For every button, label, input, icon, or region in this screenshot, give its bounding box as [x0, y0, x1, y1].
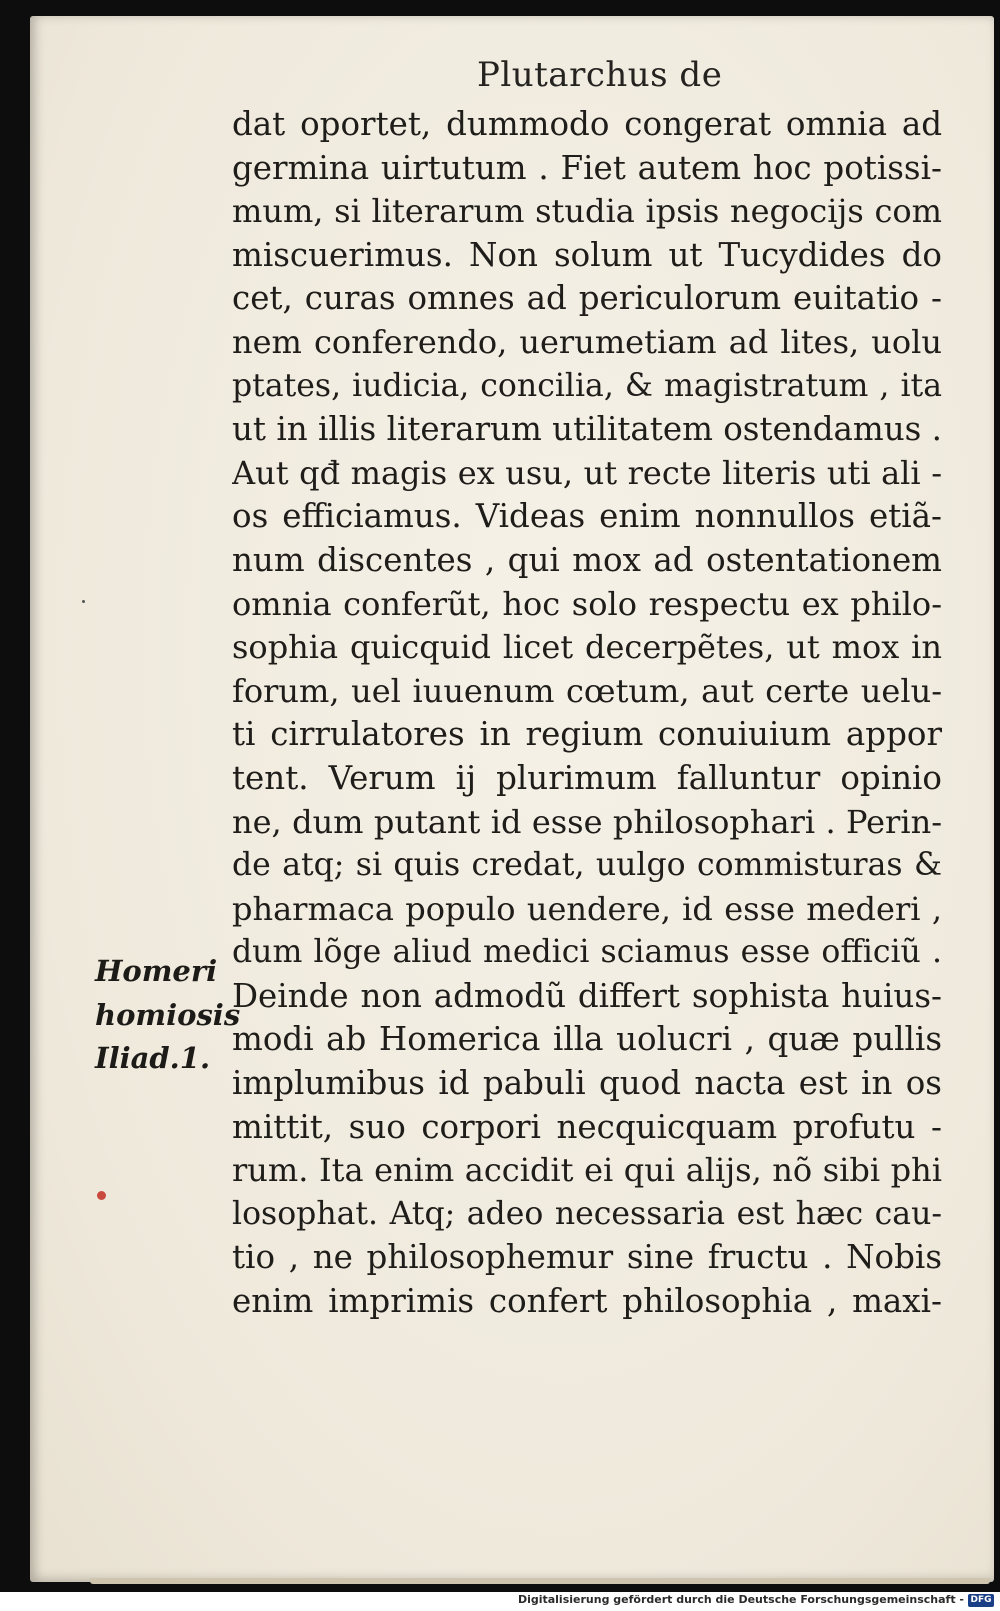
text-line: forum, uel iuuenum cœtum, aut certe uelu-	[232, 671, 942, 710]
marginal-note	[95, 950, 255, 1081]
text-line: ne, dum putant id esse philosophari . Perin-	[232, 802, 942, 841]
text-line: dat oportet, dummodo congerat omnia ad	[232, 105, 942, 143]
text-line: ut in illis literarum utilitatem ostendamus .	[232, 410, 942, 449]
text-line: losophat. Atq; adeo necessaria est hæc cau-	[232, 1195, 942, 1232]
text-line: sophia quicquid licet decerpẽtes, ut mox in	[232, 628, 942, 667]
digitization-credit: Digitalisierung gefördert durch die Deutsche Forschungsgemeinschaft -	[517, 1593, 964, 1606]
text-line: tent. Verum ij plurimum falluntur opinio	[232, 758, 942, 797]
text-line: tio , ne philosophemur sine fructu . Nobis	[232, 1238, 942, 1277]
text-line: num discentes , qui mox ad ostentationem	[232, 540, 942, 579]
text-line: ti cirrulatores in regium conuiuium appor	[232, 715, 942, 754]
ink-speck	[97, 1191, 106, 1200]
text-line: nem conferendo, uerumetiam ad lites, uolu	[232, 322, 942, 361]
text-line: cet, curas omnes ad periculorum euitatio -	[232, 279, 942, 318]
text-line: pharmaca populo uendere, id esse mederi ,	[232, 889, 942, 928]
text-line: dum lõge aliud medici sciamus esse officiũ .	[232, 934, 942, 971]
text-line: modi ab Homerica illa uolucri , quæ pullis	[232, 1020, 942, 1059]
text-line: omnia conferũt, hoc solo respectu ex philo-	[232, 584, 942, 623]
text-line: ptates, iudicia, concilia, & magistratum , ita	[232, 367, 942, 404]
marginal-note-line: Iliad.1.	[95, 1041, 211, 1076]
text-line: germina uirtutum . Fiet autem hoc potissi-	[232, 148, 942, 187]
text-line: implumibus id pabuli quod nacta est in os	[232, 1064, 942, 1103]
text-line: Aut qđ magis ex usu, ut recte literis uti ali -	[232, 453, 942, 492]
text-line: enim imprimis confert philosophia , maxi-	[232, 1282, 942, 1321]
main-text-block	[232, 103, 942, 1324]
text-line: miscuerimus. Non solum ut Tucydides do	[232, 235, 942, 274]
ink-speck	[82, 600, 85, 603]
page-edge	[90, 1578, 990, 1584]
marginal-note-line: homiosis	[95, 997, 241, 1032]
text-line: mittit, suo corpori necquicquam profutu -	[232, 1107, 942, 1146]
marginal-note-line: Homeri	[95, 954, 218, 988]
text-line: rum. Ita enim accidit ei qui alijs, nõ sibi phi	[232, 1151, 942, 1190]
text-line: os efficiamus. Videas enim nonnullos etiã-	[232, 497, 942, 536]
text-line: mum, si literarum studia ipsis negocijs com	[232, 192, 942, 231]
running-title: Plutarchus de	[477, 55, 723, 95]
dfg-logo-icon: DFG	[968, 1594, 994, 1607]
text-line: Deinde non admodũ differt sophista huius-	[232, 976, 942, 1015]
text-line: de atq; si quis credat, uulgo commisturas &	[232, 847, 942, 884]
